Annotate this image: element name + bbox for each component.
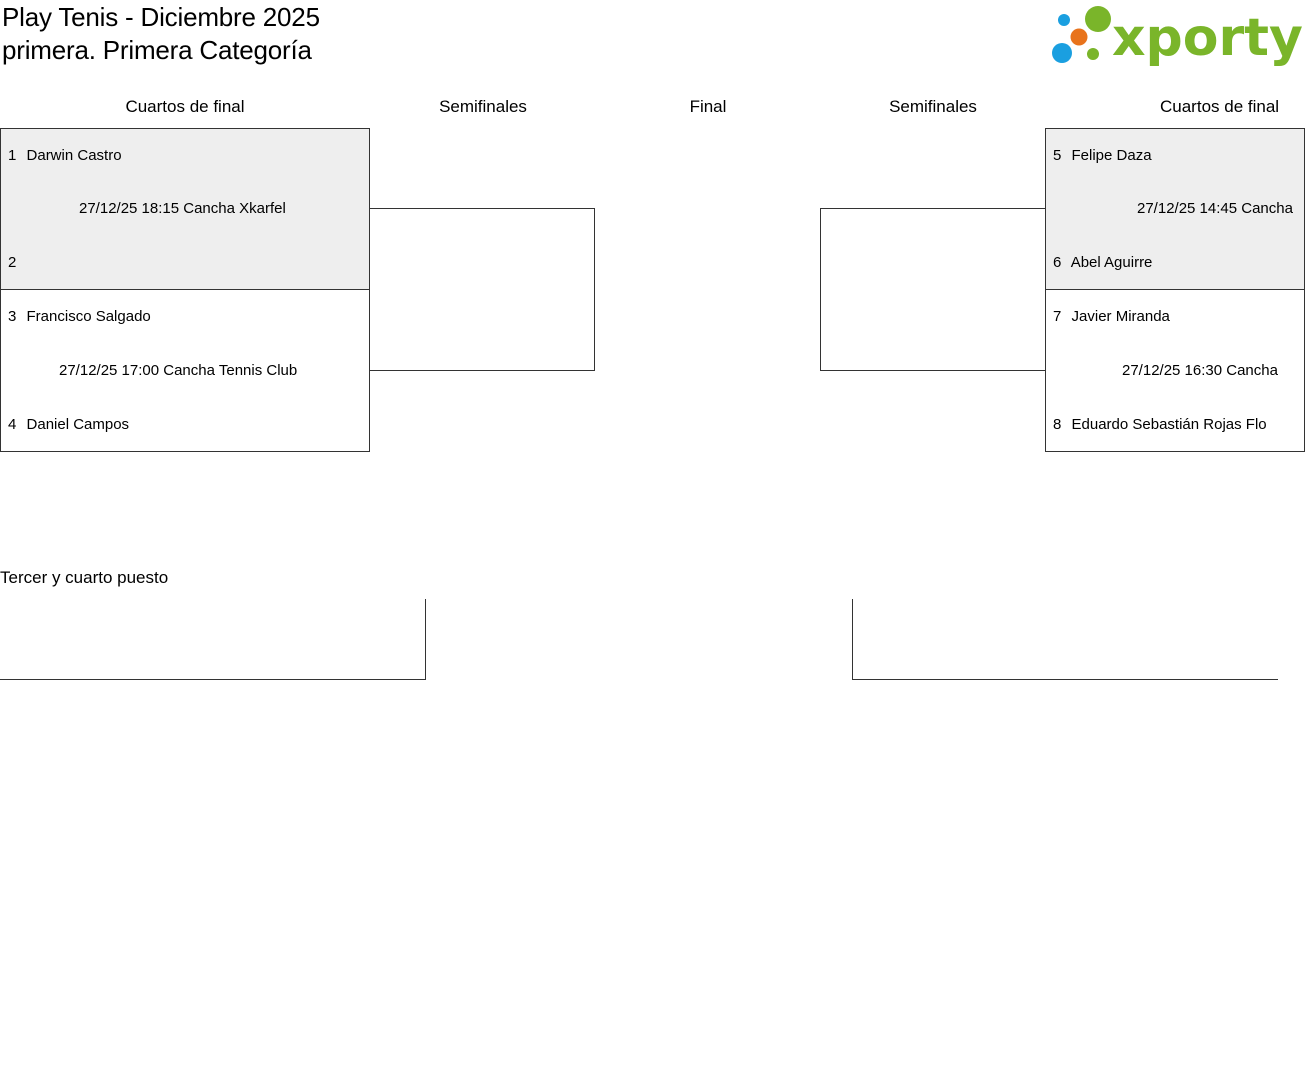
player-seed: 3 bbox=[8, 308, 17, 325]
third-place-line-right bbox=[852, 679, 1278, 680]
third-place-line-left bbox=[0, 679, 426, 680]
left-semifinal-slot bbox=[369, 208, 595, 371]
player-name: Felipe Daza bbox=[1071, 147, 1152, 164]
player-seed: 5 bbox=[1053, 147, 1062, 164]
player-seed: 1 bbox=[8, 147, 17, 164]
player-slot bbox=[1053, 146, 1152, 166]
player-seed: 6 bbox=[1053, 254, 1062, 271]
match-card-2[interactable] bbox=[0, 289, 370, 452]
match-card-4[interactable] bbox=[1045, 289, 1305, 452]
category-title: primera. Primera Categoría bbox=[2, 35, 312, 65]
player-slot bbox=[8, 146, 122, 166]
player-slot bbox=[1053, 307, 1170, 327]
column-header-right-semi: Semifinales bbox=[889, 97, 977, 116]
match-schedule: 27/12/25 17:00 Cancha Tennis Club bbox=[59, 362, 298, 379]
column-header-right-quarter: Cuartos de final bbox=[1160, 97, 1280, 116]
right-semifinal-slot bbox=[820, 208, 1046, 371]
third-place-title: Tercer y cuarto puesto bbox=[0, 568, 169, 587]
player-name: Javier Miranda bbox=[1071, 308, 1170, 325]
match-card-3[interactable] bbox=[1045, 128, 1305, 290]
column-header-left-quarter: Cuartos de final bbox=[125, 97, 245, 116]
column-header-left-semi: Semifinales bbox=[439, 97, 527, 116]
player-seed: 7 bbox=[1053, 308, 1062, 325]
third-place-connector-left bbox=[425, 599, 426, 680]
player-name: Daniel Campos bbox=[26, 416, 130, 433]
xporty-logo bbox=[1050, 2, 1303, 68]
third-place-connector-right bbox=[852, 599, 853, 680]
match-schedule: 27/12/25 14:45 Cancha bbox=[1137, 200, 1293, 217]
player-slot bbox=[8, 415, 129, 435]
player-name: Francisco Salgado bbox=[26, 308, 151, 325]
player-name: Eduardo Sebastián Rojas Flo bbox=[1071, 416, 1267, 433]
player-slot bbox=[8, 307, 151, 327]
player-seed: 8 bbox=[1053, 416, 1062, 433]
player-seed: 4 bbox=[8, 416, 17, 433]
player-name: Darwin Castro bbox=[26, 147, 122, 164]
match-schedule: 27/12/25 18:15 Cancha Xkarfel bbox=[79, 200, 286, 217]
column-header-final: Final bbox=[689, 97, 727, 116]
tournament-title: Play Tenis - Diciembre 2025 bbox=[2, 2, 320, 32]
player-slot bbox=[8, 253, 22, 273]
match-schedule: 27/12/25 16:30 Cancha bbox=[1122, 362, 1278, 379]
player-seed: 2 bbox=[8, 254, 17, 271]
player-slot bbox=[1053, 253, 1152, 273]
player-slot bbox=[1053, 415, 1267, 435]
match-card-1[interactable] bbox=[0, 128, 370, 290]
player-name: Abel Aguirre bbox=[1070, 254, 1153, 271]
logo-text: xporty bbox=[1112, 8, 1303, 68]
